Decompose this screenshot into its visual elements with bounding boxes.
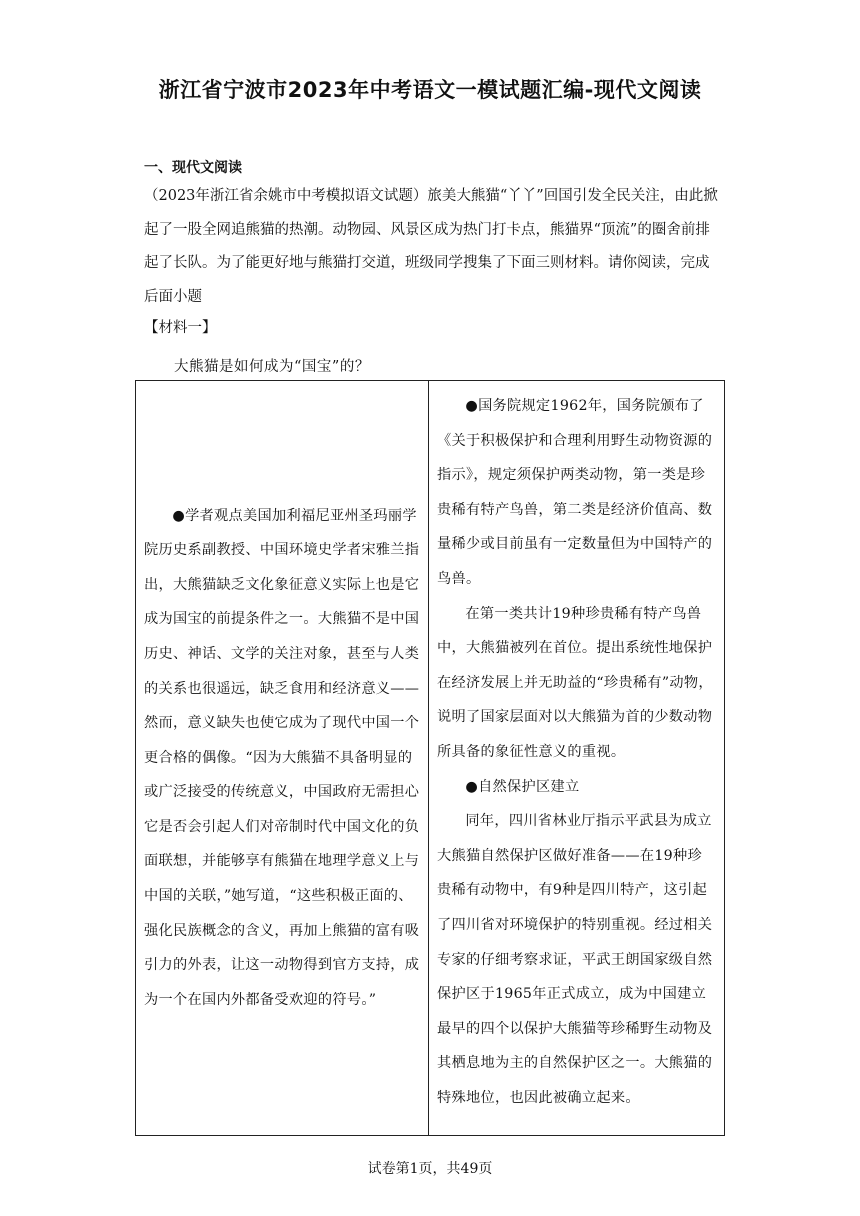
- material-question: 大熊猫是如何成为“国宝”的？: [174, 359, 370, 375]
- table-left-column: [136, 381, 429, 1135]
- page-title: 浙江省宁波市2023年中考语文一模试题汇编-现代文阅读: [158, 78, 702, 102]
- state-council-paragraph: ●国务院规定1962年，国务院颁布了《关于积极保护和合理利用野生动物资源的指示》，规定须保护两类动物，第一类是珍贵稀有特产鸟兽，第二类是经济价值高、数量稀少或目前虽有一定数量但为中国特产的鸟兽。: [437, 398, 713, 587]
- section-heading: 一、现代文阅读: [144, 160, 242, 176]
- material-table: [135, 380, 725, 1136]
- table-right-column: [429, 381, 724, 1135]
- first-class-paragraph: 在第一类共计19种珍贵稀有特产鸟兽中，大熊猫被列在首位。提出系统性地保护在经济发展上并无助益的“珍贵稀有”动物，说明了国家层面对以大熊猫为首的少数动物所具备的象征性意义的重视。: [437, 605, 713, 760]
- scholar-view-paragraph: ●学者观点美国加利福尼亚州圣玛丽学院历史系副教授、中国环境史学者宋雅兰指出，大熊猫缺乏文化象征意义实际上也是它成为国宝的前提条件之一。大熊猫不是中国历史、神话、文学的关注对象，甚至与人类的关系也很遥远，缺乏食用和经济意义——然而，意义缺失也使它成为了现代中国一个更合格的偶像。“因为大熊猫不具备明显的或广泛接受的传统意义，中国政府无需担心它是否会引起人们对帝制时代中国文化的负面联想，并能够享有熊猫在地理学意义上与中国的关联，”她写道，“这些积极正面的、强化民族概念的含义，再加上熊猫的富有吸引力的外表，让这一动物得到官方支持，成为一个在国内外都备受欢迎的符号。”: [144, 507, 420, 1008]
- nature-reserve-heading: ●自然保护区建立: [465, 778, 580, 795]
- material-label: 【材料一】: [144, 320, 217, 336]
- nature-reserve-paragraph: 同年，四川省林业厅指示平武县为成立大熊猫自然保护区做好准备——在19种珍贵稀有动物中，有9种是四川特产，这引起了四川省对环境保护的特别重视。经过相关专家的仔细考察求证，平武王朗国家级自然保护区于1965年正式成立，成为中国建立最早的四个以保护大熊猫等珍稀野生动物及其栖息地为主的自然保护区之一。大熊猫的特殊地位，也因此被确立起来。: [437, 813, 713, 1106]
- page-footer: 试卷第1页，共49页: [367, 1161, 493, 1177]
- intro-paragraph: （2023年浙江省余姚市中考模拟语文试题）旅美大熊猫“丫丫”回国引发全民关注，由此掀起了一股全网追熊猫的热潮。动物园、风景区成为热门打卡点，熊猫界“顶流”的圈舍前排起了长队。为了能更好地与熊猫打交道，班级同学搜集了下面三则材料。请你阅读，完成后面小题: [144, 188, 718, 305]
